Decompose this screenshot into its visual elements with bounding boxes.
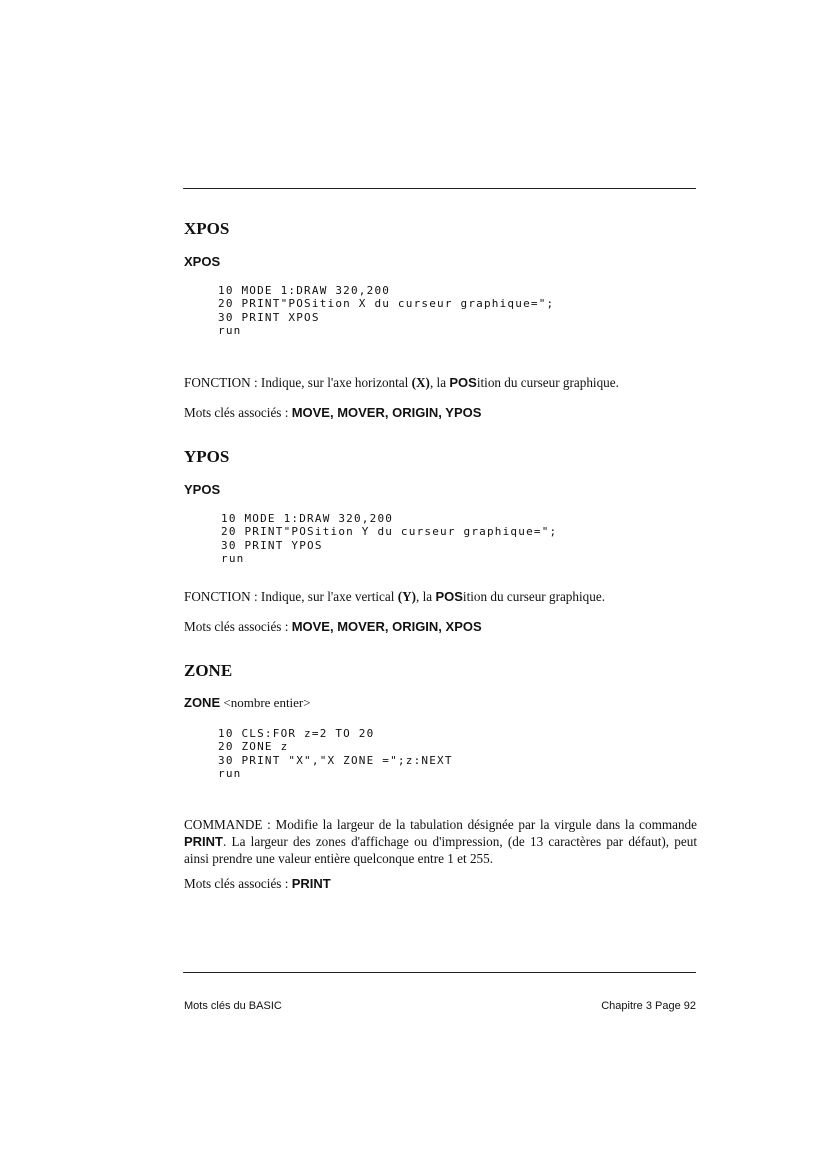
related-keywords-list: MOVE, MOVER, ORIGIN, YPOS bbox=[291, 405, 482, 420]
description bbox=[184, 374, 697, 391]
related-keywords-label: Mots clés associés : bbox=[184, 405, 292, 420]
related-keywords bbox=[184, 618, 697, 635]
related-keywords-list: PRINT bbox=[291, 876, 331, 891]
axis-label: (Y) bbox=[397, 589, 417, 604]
related-keywords-label: Mots clés associés : bbox=[184, 619, 292, 634]
description-text: FONCTION : Indique, sur l'axe horizontal bbox=[184, 375, 412, 390]
syntax-argument: <nombre entier> bbox=[220, 695, 311, 710]
syntax-keyword: YPOS bbox=[184, 482, 221, 497]
print-keyword: PRINT bbox=[184, 834, 223, 849]
description-text: , la bbox=[416, 589, 436, 604]
footer-left: Mots clés du BASIC bbox=[184, 1000, 282, 1012]
axis-label: (X) bbox=[411, 375, 430, 390]
description-text: COMMANDE : Modifie la largeur de la tabulation désignée par la virgule dans la commande bbox=[184, 817, 697, 832]
syntax-line bbox=[184, 482, 220, 498]
footer-page-info: Chapitre 3 Page 92 bbox=[601, 1000, 696, 1012]
code-block bbox=[218, 727, 453, 781]
syntax-line bbox=[184, 695, 311, 711]
related-keywords bbox=[184, 404, 697, 421]
code-line: 10 MODE 1:DRAW 320,200 bbox=[221, 512, 394, 525]
section-heading: XPOS bbox=[184, 219, 230, 238]
code-line: 30 PRINT YPOS bbox=[221, 538, 323, 552]
description bbox=[184, 816, 697, 867]
description-text: FONCTION : Indique, sur l'axe vertical bbox=[184, 589, 398, 604]
code-line: 10 CLS:FOR z=2 TO 20 bbox=[218, 727, 375, 740]
related-keywords bbox=[184, 875, 697, 892]
code-block bbox=[221, 512, 557, 566]
pos-highlight: POS bbox=[449, 375, 477, 390]
syntax-keyword: ZONE bbox=[184, 695, 221, 710]
syntax-line bbox=[184, 254, 220, 270]
syntax-keyword: XPOS bbox=[184, 254, 221, 269]
code-line: 20 PRINT"POSition X du curseur graphique="; bbox=[218, 297, 555, 311]
code-line: 20 ZONE z bbox=[218, 740, 289, 754]
description-text: , la bbox=[429, 375, 450, 390]
top-rule bbox=[183, 188, 696, 189]
pos-highlight: POS bbox=[435, 589, 463, 604]
code-line: 30 PRINT XPOS bbox=[218, 310, 320, 324]
description bbox=[184, 588, 697, 605]
section-heading: YPOS bbox=[184, 447, 230, 466]
section-heading: ZONE bbox=[184, 661, 233, 680]
description-text: ition du curseur graphique. bbox=[476, 375, 619, 390]
description-text: ition du curseur graphique. bbox=[462, 589, 606, 604]
code-line: run bbox=[218, 767, 242, 781]
code-line: run bbox=[221, 552, 245, 566]
code-line: 30 PRINT "X","X ZONE =";z:NEXT bbox=[218, 753, 453, 767]
related-keywords-list: MOVE, MOVER, ORIGIN, XPOS bbox=[291, 619, 482, 634]
description-text: . La largeur des zones d'affichage ou d'impression, (de 13 caractères par défaut), peut ainsi prendre une valeur entière quelconque entre 1 et 255. bbox=[184, 834, 697, 866]
bottom-rule bbox=[183, 972, 696, 973]
code-line: run bbox=[218, 324, 242, 338]
code-line: 20 PRINT"POSition Y du curseur graphique="; bbox=[221, 525, 558, 539]
related-keywords-label: Mots clés associés : bbox=[184, 876, 292, 891]
code-block bbox=[218, 284, 554, 338]
code-line: 10 MODE 1:DRAW 320,200 bbox=[218, 284, 391, 297]
